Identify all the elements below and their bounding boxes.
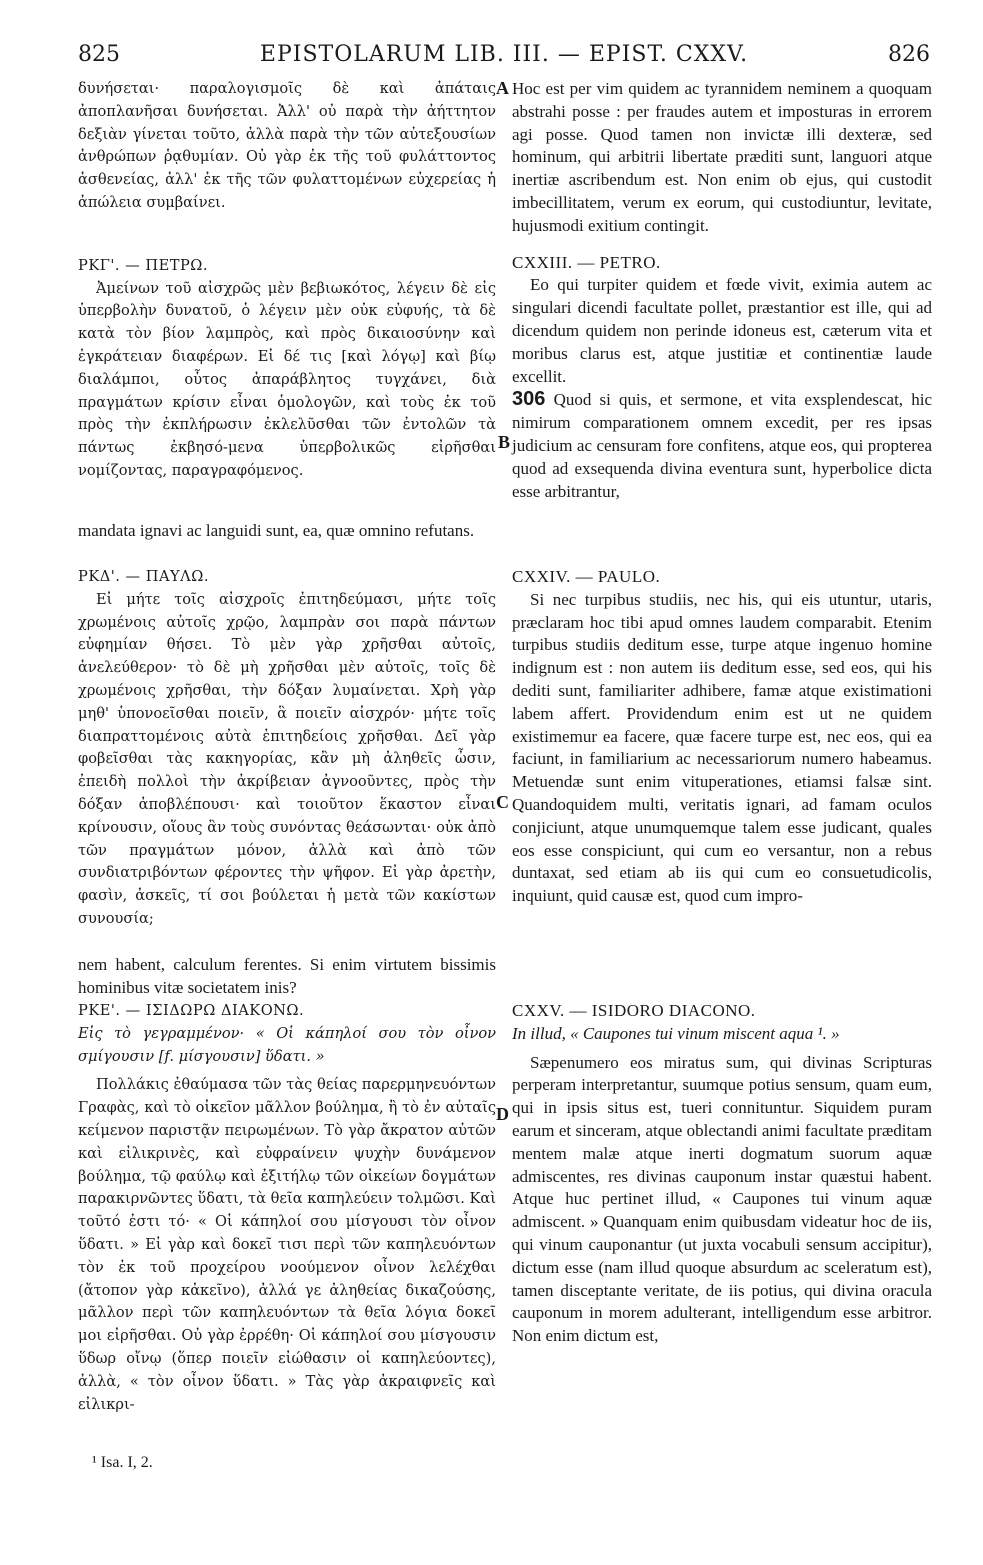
latin-paragraph-prev: Hoc est per vim quidem ac tyrannidem neminem a quoquam abstrahi posse : per fraudes autem et imposturas in errorem agi posse. Quod tamen non invictæ illi dexteræ, sed hominum, qui arbitrii libertate præditi sunt, languori atque inertiæ ascribendum est. Non enim ob ejus, qui custodit imbecillitatem, verum ex eorum, qui custodiuntur, levitate, hujusmodi exitium contingit. bbox=[512, 79, 932, 235]
greek-paragraph-125: Πολλάκις ἐθαύμασα τῶν τὰς θείας παρερμηνευόντων Γραφὰς, καὶ τὸ οἰκεῖον μᾶλλον βούλημα, ἢ τὸ ἐν αὐταῖς κείμενον παριστᾷν πειρωμένων. Τὸ γὰρ ἄκρατον αὐτῶν καὶ εἰλικρινὲς, καὶ εὐφραίνειν ψυχὴν δυνάμενον βούλημα, τῷ φαύλῳ καὶ ἐξιτήλῳ τῶν οἰκείων δογμάτων παρακιρνῶντες ὕδατι, τὰ θεῖα καπηλεύειν τολμῶσι. Καὶ τοῦτό ἐστι τό· « Οἱ κάπηλοί σου μίσγουσι τὸν οἶνον ὕδατι. » Εἰ γὰρ καὶ δοκεῖ τισι περὶ τῶν καπηλευόντων τὸν ἐκ τοῦ προχείρου νοούμενον οἶνον λελέχθαι (ἄτοπον γὰρ κἀκεῖνο), ἀλλά γε ἀληθείας δικαζούσης, μᾶλλον περὶ τῶν καπηλευόντων τὰ θεῖα λόγια δοκεῖ μοι εἰρῆσθαι. Οὐ γὰρ ἐρρέθη· Οἱ κάπηλοί σου μίσγουσιν ὕδωρ οἴνῳ (ὅπερ ποιεῖν εἰώθασιν οἱ καπηλεύοντες), ἀλλὰ, « τὸν οἶνον ὕδατι. » Τὰς γὰρ ἀκραιφνεῖς καὶ εἰλικρι- bbox=[78, 1076, 496, 1413]
margin-marker-b: B bbox=[498, 432, 511, 452]
latin-section-124 bbox=[512, 566, 932, 908]
greek-subtitle-125: Εἰς τὸ γεγραμμένον· « Οἱ κάπηλοί σου τὸν οἶνον σμίγουσιν [f. μίσγουσιν] ὕδατι. » bbox=[78, 1024, 496, 1065]
greek-column bbox=[78, 78, 496, 483]
latin-paragraph-123b bbox=[512, 388, 932, 503]
latin-title-125: CXXV. — ISIDORO DIACONO. bbox=[512, 1001, 756, 1020]
latin-paragraph-124: Si nec turpibus studiis, nec his, qui eis utuntur, utaris, præclaram hoc tibi apud omnes laudem comparabit. Etenim turpibus studiis deditum esse, turpe atque ingenuo homine indignum est : non autem iis deditum esse, sed eos, qui his dediti sunt, familiariter adhibere, famæ atque existimationi labem affert. Providendum enim est ut ne quidem existimemur ea facere, quæ facere turpe est, nec eos, qui ea faciunt, in familiarium ac necessariorum numero habeamus. Metuendæ sunt enim vituperationes, etiamsi falsæ sint. Quandoquidem multi, veritatis ignari, ad famam oculos conjiciunt, atque unumquemque talem esse judicant, quales eos esse conspiciunt, qui cum eo versantur, non a rebus duntaxat, sed etiam ab iis qui cum eo consuetudicolis, inquiunt, quid causæ est, quod cum impro- bbox=[512, 589, 932, 906]
latin-section-125 bbox=[512, 1000, 932, 1348]
greek-paragraph-prev: δυνήσεται· παραλογισμοῖς δὲ καὶ ἀπάταις ἀποπλανῆσαι δυνήσεται. Ἀλλ' οὐ παρὰ τὴν ἀήττητον δεξιὰν γίνεται τοῦτο, ἀλλὰ παρὰ τὴν τῶν αὐτεξουσίων ἀνθρώπων ῥᾳθυμίαν. Οὐ γὰρ ἐκ τῆς τοῦ φυλάττοντος ἀσθενείας, ἀλλ' ἐκ τῆς τῶν φυλαττομένων εὐχερείας ἡ ἀπώλεια συμβαίνει. bbox=[78, 80, 496, 211]
latin-title-123: CXXIII. — PETRO. bbox=[512, 252, 661, 272]
greek-paragraph-123: Ἀμείνων τοῦ αἰσχρῶς μὲν βεβιωκότος, λέγειν δὲ εἰς ὑπερβολὴν δυνατοῦ, ὁ λέγειν μὲν οὐκ εὐφυής, τὰ δὲ κατὰ τὸν βίον λαμπρὸς, καὶ πρὸς δικαιοσύνην καὶ ἐγκράτειαν διαφέρων. Εἰ δέ τις [καὶ λόγῳ] καὶ βίῳ διαλάμποι, οὗτος ἀπαράβλητος τυγχάνει, διὰ πραγμάτων κρίσιν εἶναι ὁμολογῶν, καὶ τοὺς ἐκ τοῦ πρὸς τὴν ἐκπλήρωσιν ἐκλελῦσθαι τῶν ἐντολῶν τὰ πάντως ἐκβησό-μενα ὑπερβολικῶς εἰρῆσθαι νομίζοντας, παραγραφόμενος. bbox=[78, 279, 496, 479]
greek-section-124 bbox=[78, 566, 496, 931]
running-title: EPISTOLARUM LIB. III. — EPIST. CXXV. bbox=[259, 42, 749, 67]
latin-overflow-123 bbox=[78, 520, 496, 543]
greek-paragraph-124: Εἰ μήτε τοῖς αἰσχροῖς ἐπιτηδεύμασι, μήτε τοῖς χρωμένοις αὐτοῖς χρῷο, λαμπρὰν σοι παρὰ πάντων εὐφημίαν θήσει. Τὸ μὲν γὰρ χρῆσθαι αὐτοῖς, ἀνελεύθερον· τὸ δὲ μὴ χρῆσθαι μὲν αὐτοῖς, τοῖς δὲ χρωμένοις χρῆσθαι, τὴν δόξαν λυμαίνεται. Χρὴ γὰρ μηθ' ὑπονοεῖσθαι ποιεῖν, ἃ ποιεῖν αἰσχρόν· μήτε τοῖς διαπραττομένοις αὐτὰ ἐπιτηδείοις χρῆσθαι. Δεῖ γὰρ φοβεῖσθαι τὰς κακηγορίας, κἂν μὴ ἀληθεῖς ὦσιν, ἐπειδὴ πολλοὶ τὴν ἀκρίβειαν ἀγνοοῦντες, πρὸς τὴν δόξαν ἀποβλέπουσι· καὶ τοιοῦτον ἕκαστον εἶναι κρίνουσιν, οἵους ἂν τοὺς συνόντας θεάσωνται· οὐκ ἀπὸ τῶν πραγμάτων μόνον, ἀλλὰ καὶ ἀπὸ τῶν συνδιατριβόντων φέροντες τὴν ψῆφον. Εἰ γὰρ ἀρετὴν, φασὶν, ἀσκεῖς, τί σοι βούλεται ἡ μετὰ τῶν κακίστων συνουσία; bbox=[78, 590, 496, 927]
page-header bbox=[78, 42, 930, 72]
latin-subtitle-125: In illud, « Caupones tui vinum miscent aqua ¹. » bbox=[512, 1023, 840, 1043]
latin-paragraph-125: Sæpenumero eos miratus sum, qui divinas Scripturas perperam interpretantur, suumque potius sensum, quam eum, qui in ipsis situs est, tueri connituntur. Siquidem puram earum et sinceram, atque oblectandi animi facultate præditam mentem malæ atque inerti dogmatum suorum aquæ admiscentes, res divinas cauponum instar quæstui habent. Atque huc pertinet illud, « Caupones tui vinum aquæ admiscent. » Quanquam enim quibusdam videatur hoc de iis, qui vinum cauponantur (ut juxta vocabuli sensum accipitur), dictum esse (nam illud quoque absurdum ac sceleratum est), tamen disceptante veritate, de iis potius, qui divina oracula cauponum in morem adulterant, intelligendum esse arbitror. Non enim dictum est, bbox=[512, 1052, 932, 1346]
footnote: ¹ Isa. I, 2. bbox=[92, 1454, 153, 1471]
margin-marker-a: A bbox=[496, 78, 509, 98]
latin-column bbox=[512, 78, 932, 503]
greek-title-125: ΡΚΕ'. — ΙΣΙΔΩΡΩ ΔΙΑΚΟΝΩ. bbox=[78, 1002, 305, 1019]
page-number-right: 826 bbox=[888, 42, 930, 67]
greek-section-125 bbox=[78, 1000, 496, 1416]
latin-title-124: CXXIV. — PAULO. bbox=[512, 567, 661, 586]
latin-overflow-124-text: nem habent, calculum ferentes. Si enim virtutem bissimis hominibus vitæ societatem inis? bbox=[78, 955, 496, 997]
latin-overflow-124 bbox=[78, 954, 496, 1000]
latin-paragraph-123b-text: Quod si quis, et sermone, et vita exsplendescat, hic nimirum comparationem omnem excedit, per res ipsas judicium ac censuram fore confitens, atque eos, qui propterea quod ad exsequenda divina eventura sunt, hyperbolice dicta esse arbitrantur, bbox=[512, 390, 933, 501]
margin-marker-d: D bbox=[496, 1104, 509, 1124]
margin-marker-c: C bbox=[496, 792, 509, 812]
latin-overflow-123-text: mandata ignavi ac languidi sunt, ea, quæ omnino refutans. bbox=[78, 521, 475, 540]
page-number-left: 825 bbox=[78, 42, 120, 67]
greek-title-124: ΡΚΔ'. — ΠΑΥΛΩ. bbox=[78, 568, 209, 585]
greek-title-123: ΡΚΓ'. — ΠΕΤΡΩ. bbox=[78, 256, 209, 274]
column-number: 306 bbox=[512, 388, 546, 411]
latin-paragraph-123a: Eo qui turpiter quidem et fœde vivit, eximia autem ac singulari dicendi facultate pollet, præstantior est ille, qui ad dicendum quidem non perinde idoneus est, cæterum vita et moribus clarus est, atque justitiæ et continentiæ laude excellit. bbox=[512, 275, 932, 386]
